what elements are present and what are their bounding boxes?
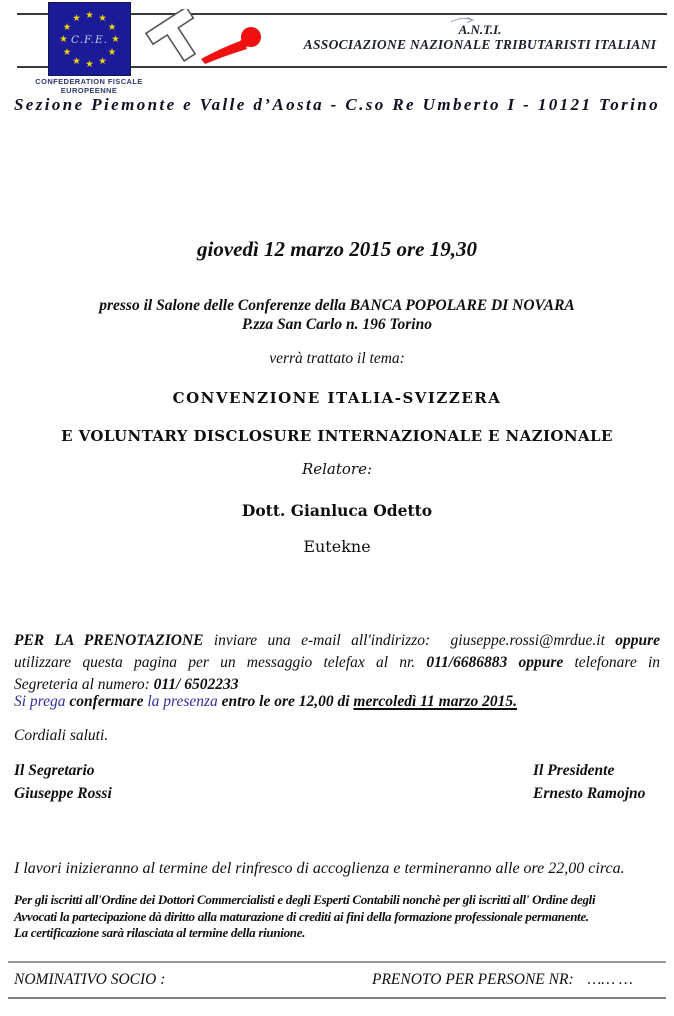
cfe-monogram: C.F.E.: [71, 34, 108, 46]
secretary-name: Giuseppe Rossi: [14, 785, 112, 802]
svg-text:★: ★: [72, 56, 81, 67]
member-name-label: NOMINATIVO SOCIO :: [14, 971, 166, 988]
svg-text:★: ★: [85, 10, 94, 21]
confirm-text3: la presenza: [147, 693, 218, 710]
booking-text3: telefonare in: [574, 654, 661, 671]
svg-text:★: ★: [62, 22, 72, 33]
eu-flag-icon: [48, 2, 131, 76]
theme-intro: verrà trattato il tema:: [269, 350, 405, 367]
booking-text1: inviare una e-mail all'indirizzo:: [213, 632, 431, 649]
credits-line2: Avvocati la partecipazione dà diritto alla maturazione di crediti ai fini della formazione professionale permanente.: [14, 908, 589, 924]
booking-count-label: PRENOTO PER PERSONE NR:: [372, 971, 574, 988]
booking-lead: PER LA PRENOTAZIONE: [14, 632, 204, 649]
booking-phone-number: 011/ 6502233: [153, 676, 239, 693]
svg-text:★: ★: [62, 47, 72, 58]
cfe-caption-line2: EUROPEENNE: [60, 86, 118, 95]
svg-text:★: ★: [98, 13, 107, 24]
venue-line1: presso il Salone delle Conferenze della BANCA POPOLARE DI NOVARA: [99, 297, 575, 314]
president-name: Ernesto Ramojno: [533, 785, 646, 802]
svg-text:★: ★: [72, 13, 81, 24]
form-rule-bottom: [8, 997, 666, 999]
confirm-text2: confermare: [69, 693, 144, 710]
svg-text:★: ★: [107, 22, 117, 33]
svg-text:★: ★: [98, 56, 107, 67]
schedule-note: I lavori inizieranno al termine del rinfresco di accoglienza e termineranno alle ore 22,00 circa.: [14, 860, 625, 877]
confirm-text1: Si prega: [14, 693, 66, 710]
credits-note: [14, 892, 666, 942]
booking-text4: Segreteria al numero:: [14, 676, 150, 693]
credits-line3: La certificazione sarà rilasciata al termine della riunione.: [14, 925, 306, 940]
anti-header-block: [290, 23, 670, 52]
anti-t-logo: [143, 9, 283, 65]
booking-text2: utilizzare questa pagina per un messaggio telefax al nr.: [14, 654, 416, 671]
event-title-line2: E VOLUNTARY DISCLOSURE INTERNAZIONALE E NAZIONALE: [61, 427, 613, 445]
eu-flag-logo: [48, 2, 131, 76]
confirm-deadline: mercoledì 11 marzo 2015.: [353, 693, 518, 710]
signature-right: [533, 759, 645, 805]
secretary-role: Il Segretario: [14, 762, 95, 779]
booking-confirm-line: [14, 691, 660, 712]
venue-line2: P.zza San Carlo n. 196 Torino: [242, 316, 432, 333]
tilted-t-icon: [143, 9, 283, 65]
anti-full-name: ASSOCIAZIONE NAZIONALE TRIBUTARISTI ITALIANI: [303, 37, 657, 52]
event-title-line1: CONVENZIONE ITALIA-SVIZZERA: [172, 389, 502, 407]
booking-fax-number: 011/6686883 oppure: [426, 654, 564, 671]
section-line: Sezione Piemonte e Valle d’Aosta - C.so Re Umberto I - 10121 Torino: [13, 95, 661, 114]
speaker-org: Eutekne: [303, 537, 371, 556]
booking-line2: [14, 652, 660, 673]
closing-salute: Cordiali saluti.: [14, 727, 109, 744]
cfe-caption: [24, 77, 154, 95]
svg-text:★: ★: [111, 34, 120, 45]
anti-acronym: A.N.T.I.: [458, 22, 502, 37]
form-rule-top: [8, 961, 666, 963]
scan-arrow-mark: [450, 12, 476, 22]
confirm-text4: entro le ore 12,00 di: [221, 693, 350, 710]
event-datetime: giovedì 12 marzo 2015 ore 19,30: [197, 237, 477, 261]
booking-count-dots: …… …: [587, 971, 633, 988]
svg-text:★: ★: [85, 59, 94, 70]
booking-email: giuseppe.rossi@mrdue.it: [450, 632, 605, 649]
cfe-caption-line1: CONFEDERATION FISCALE: [35, 77, 143, 86]
booking-oppure1: oppure: [615, 632, 661, 649]
credits-line1: Per gli iscritti all'Ordine dei Dottori Commercialisti e degli Esperti Contabili nonchè per gli iscritti all' Ordine degli: [14, 892, 596, 907]
svg-text:★: ★: [107, 47, 117, 58]
speaker-label: Relatore:: [301, 460, 373, 478]
svg-text:★: ★: [59, 34, 68, 45]
president-role: Il Presidente: [533, 762, 615, 779]
booking-count-row: [372, 971, 633, 989]
signature-left: [14, 759, 112, 805]
booking-line1: [14, 630, 660, 651]
red-swoosh-icon: [201, 27, 261, 64]
speaker-name: Dott. Gianluca Odetto: [241, 501, 433, 520]
